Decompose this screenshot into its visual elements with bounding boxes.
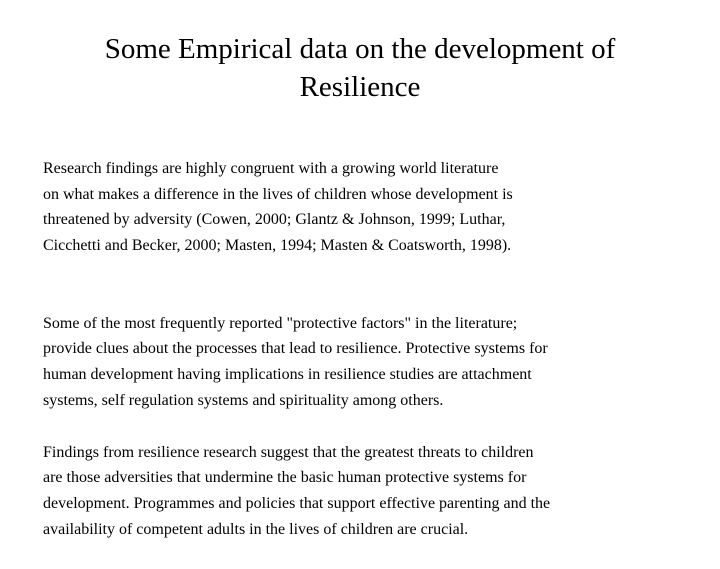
paragraph-resilience-findings: Findings from resilience research suggest that the greatest threats to children are those adversities that undermine the basic human protective systems for development. Programmes and policies that support effective parenting and the availability of competent adults in the lives of children are crucial. (43, 443, 551, 538)
paragraph-research-findings: Research findings are highly congruent with a growing world literature on what makes a difference in the lives of children whose development is threatened by adversity (Cowen, 2000; Glantz & Johnson, 1999; Luthar, Cicchetti and Becker, 2000; Masten, 1994; Masten & Coatsworth, 1998). (43, 159, 513, 255)
paragraph-protective-factors: Some of the most frequently reported "protective factors" in the literature; provide clues about the processes that lead to resilience. Protective systems for human development having implications in resilience studies are attachment systems, self regulation systems and spirituality among others. (43, 314, 548, 409)
slide-title: Some Empirical data on the development of Resilience (104, 33, 616, 103)
slide-body (43, 130, 683, 569)
